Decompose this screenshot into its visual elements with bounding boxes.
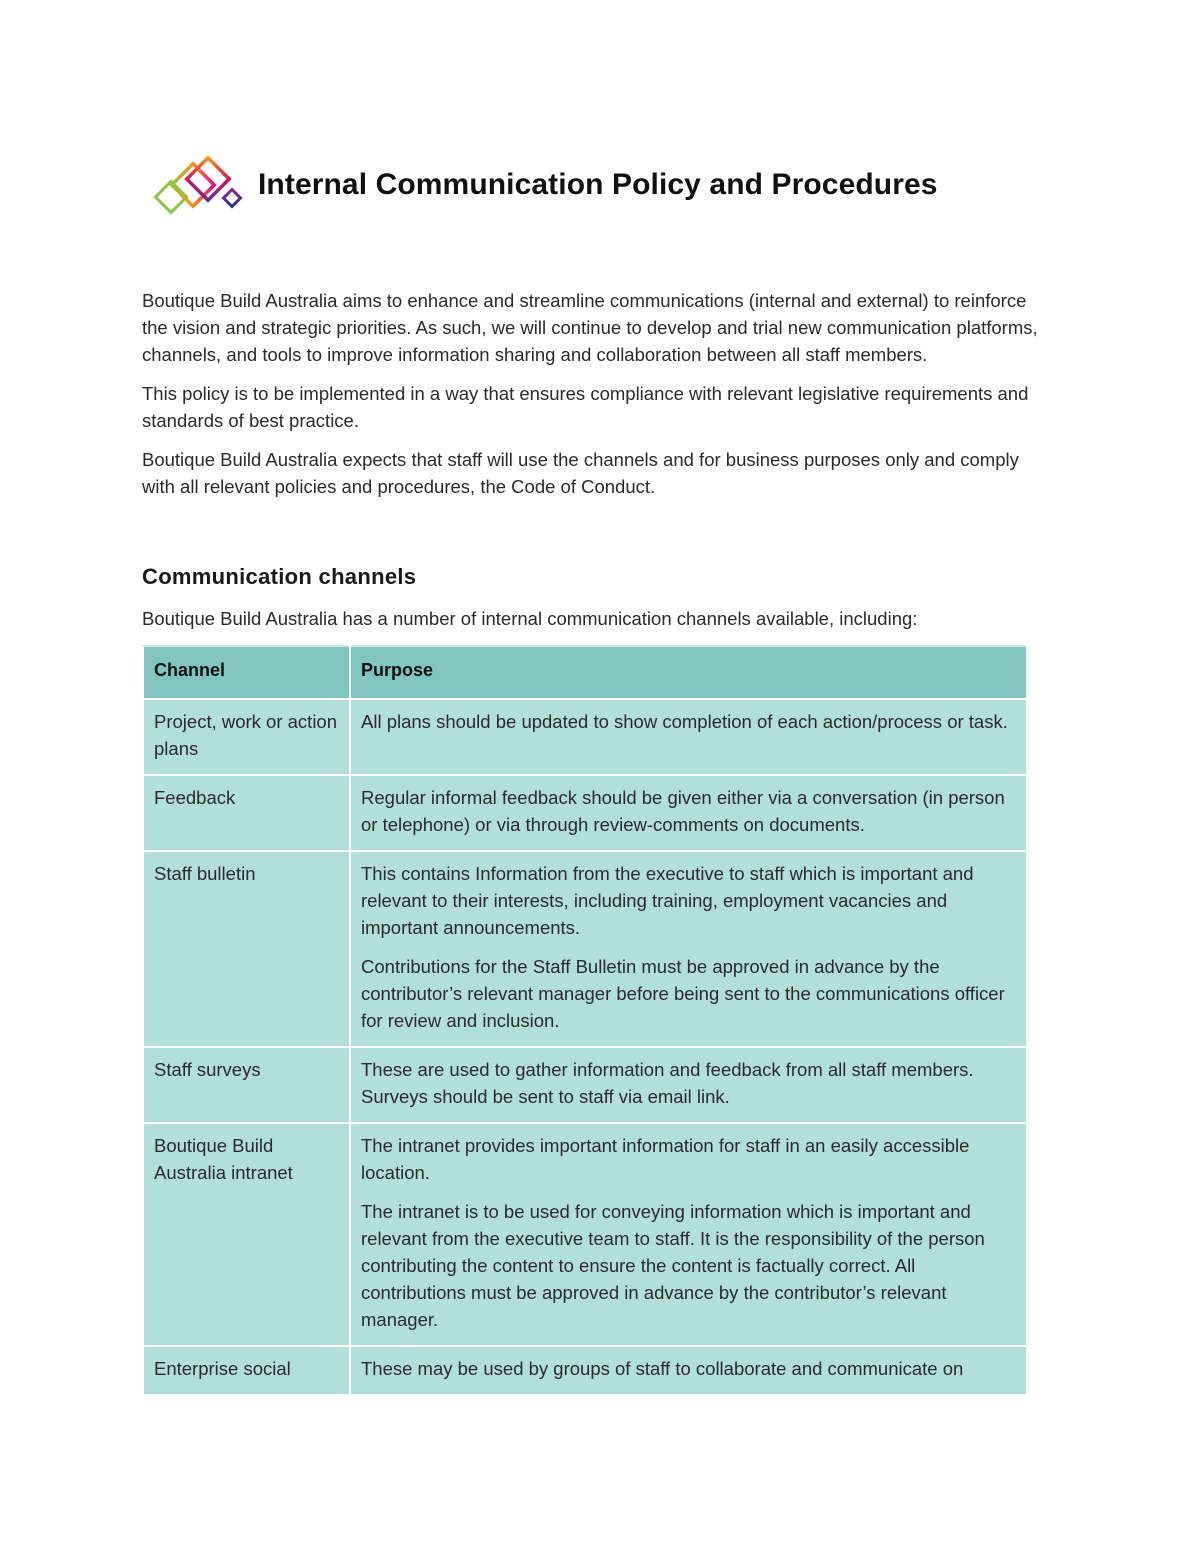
purpose-cell	[350, 1346, 1027, 1395]
channel-cell: Boutique Build Australia intranet	[143, 1123, 350, 1346]
intro-paragraph: Boutique Build Australia aims to enhance and streamline communications (internal and external) to reinforce the vision and strategic priorities. As such, we will continue to develop and trial new communication platforms, channels, and tools to improve information sharing and collaboration between all staff members.	[142, 290, 1038, 365]
channel-cell: Feedback	[143, 775, 350, 851]
overlapping-diamonds-logo-icon	[150, 150, 250, 226]
section-heading: Communication channels	[142, 564, 417, 589]
column-header-purpose: Purpose	[350, 646, 1027, 699]
purpose-cell	[350, 775, 1027, 851]
channel-cell: Staff bulletin	[143, 851, 350, 1047]
document-title: Internal Communication Policy and Procedures	[258, 168, 938, 201]
purpose-text: The intranet provides important information for staff in an easily accessible location.	[361, 1135, 970, 1183]
purpose-text: These may be used by groups of staff to collaborate and communicate on	[361, 1358, 964, 1379]
purpose-text: The intranet is to be used for conveying information which is important and relevant from the executive team to staff. It is the responsibility of the person contributing the content to ensure the content is factually correct. All contributions must be approved in advance by the contributor’s relevant manager.	[361, 1201, 985, 1330]
channel-cell: Staff surveys	[143, 1047, 350, 1123]
purpose-cell	[350, 699, 1027, 775]
purpose-text: This contains Information from the executive to staff which is important and relevant to their interests, including training, employment vacancies and important announcements.	[361, 863, 974, 938]
channel-cell: Enterprise social	[143, 1346, 350, 1395]
section-intro: Boutique Build Australia has a number of internal communication channels available, including:	[142, 608, 918, 629]
table-row	[143, 1047, 1027, 1123]
channel-cell: Project, work or action plans	[143, 699, 350, 775]
purpose-cell	[350, 1047, 1027, 1123]
document-header	[150, 150, 1050, 226]
table-row	[143, 775, 1027, 851]
intro-paragraph: Boutique Build Australia expects that staff will use the channels and for business purposes only and comply with all relevant policies and procedures, the Code of Conduct.	[142, 449, 1019, 497]
intro-paragraph: This policy is to be implemented in a way that ensures compliance with relevant legislative requirements and standards of best practice.	[142, 383, 1029, 431]
purpose-text: These are used to gather information and feedback from all staff members. Surveys should be sent to staff via email link.	[361, 1059, 974, 1107]
table-row	[143, 699, 1027, 775]
channels-table	[142, 645, 1028, 1396]
column-header-channel: Channel	[143, 646, 350, 699]
purpose-text: Regular informal feedback should be given either via a conversation (in person or telephone) or via through review-comments on documents.	[361, 787, 1005, 835]
table-row	[143, 1123, 1027, 1346]
table-header-row	[143, 646, 1027, 699]
purpose-text: All plans should be updated to show completion of each action/process or task.	[361, 711, 1008, 732]
table-row	[143, 851, 1027, 1047]
table-row	[143, 1346, 1027, 1395]
intro-section	[142, 287, 1047, 512]
purpose-text: Contributions for the Staff Bulletin must be approved in advance by the contributor’s relevant manager before being sent to the communications officer for review and inclusion.	[361, 956, 1005, 1031]
purpose-cell	[350, 851, 1027, 1047]
page-bottom-margin	[0, 1395, 1200, 1553]
purpose-cell	[350, 1123, 1027, 1346]
